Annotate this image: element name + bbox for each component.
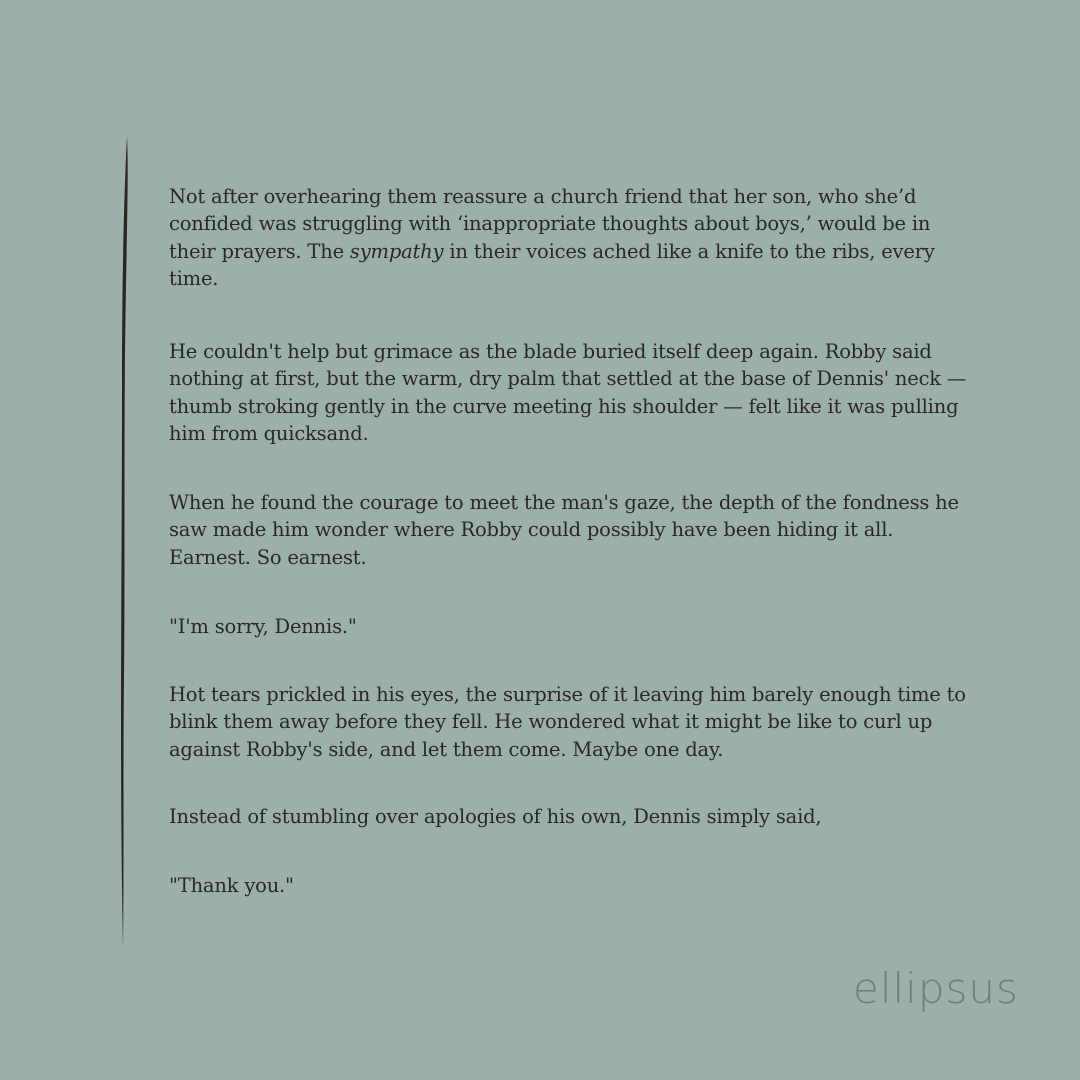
vertical-brush-stroke (112, 136, 136, 948)
paragraph-2: He couldn't help but grimace as the blade buried itself deep again. Robby said nothing at first, but the warm, dry palm that settled at the base of Dennis' neck — thumb stroking gently in the curve meeting his shoulder — felt like it was pulling him from quicksand. (169, 340, 967, 446)
paragraph-1-end: in their voices ached like a knife to the ribs, every time. (169, 239, 935, 291)
paragraph-1-start: Not after overhearing them reassure a church friend that her son, who she’d confided was struggling with ‘inappropriate thoughts about boys,’ would be in their prayers. The (169, 185, 931, 263)
paragraph-3: When he found the courage to meet the man's gaze, the depth of the fondness he saw made him wonder where Robby could possibly have been hiding it all. Earnest. So earnest. (169, 491, 959, 569)
paragraph-5: Hot tears prickled in his eyes, the surprise of it leaving him barely enough time to blink them away before they fell. He wondered what it might be like to curl up against Robby's side, and let them come. Maybe one day. (169, 683, 966, 761)
paragraph-7: "Thank you." (169, 874, 294, 897)
paragraph-1 (169, 183, 969, 293)
paragraph-4: "I'm sorry, Dennis." (169, 615, 357, 638)
ellipsus-logo: ellipsus (853, 964, 1019, 1013)
paragraph-6: Instead of stumbling over apologies of his own, Dennis simply said, (169, 805, 822, 828)
emphasis-sympathy: sympathy (349, 239, 444, 263)
